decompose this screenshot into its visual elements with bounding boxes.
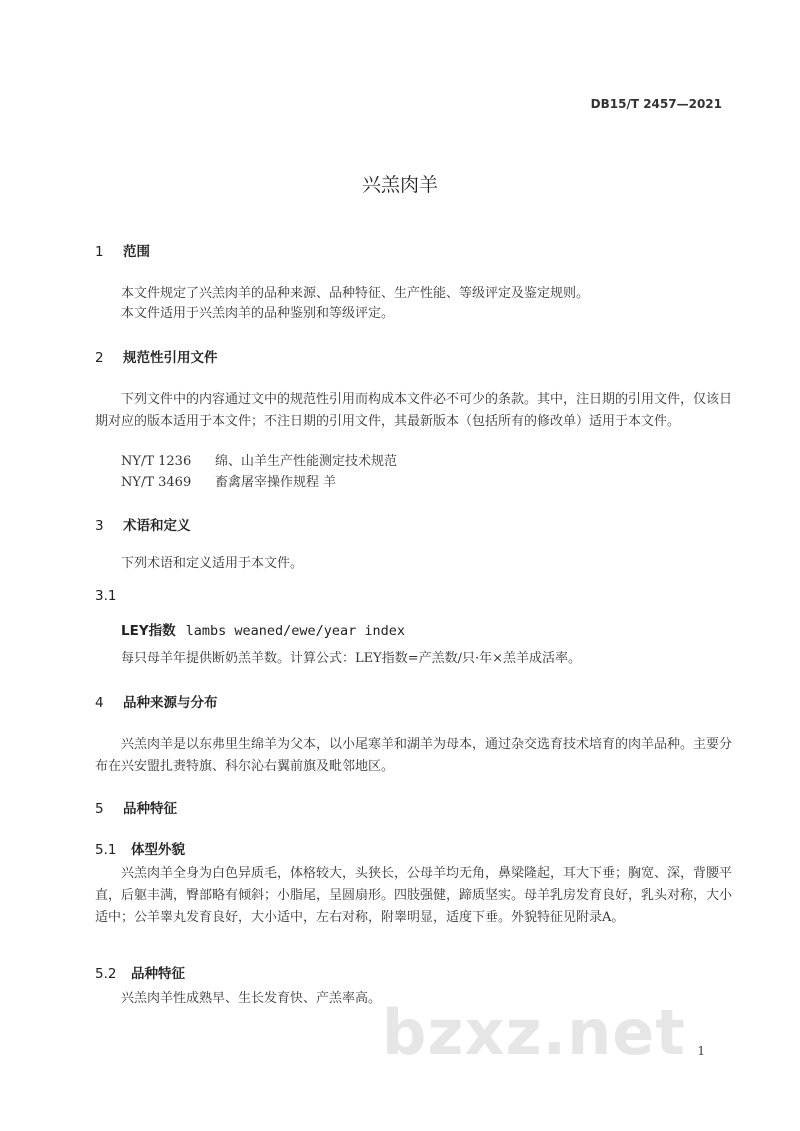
subsection-3-1-number: 3.1 xyxy=(95,588,117,604)
section-3-heading xyxy=(95,514,191,534)
section-number: 4 xyxy=(95,695,104,711)
section-number: 1 xyxy=(95,244,104,260)
subsection-5-1-heading xyxy=(95,838,185,858)
reference-code: NY/T 3469 xyxy=(121,475,192,490)
term-definition: 每只母羊年提供断奶羔羊数。计算公式：LEY指数=产羔数/只·年×羔羊成活率。 xyxy=(121,651,582,666)
subsection-5-2-heading xyxy=(95,962,185,982)
paragraph: 本文件适用于兴羔肉羊的品种鉴别和等级评定。 xyxy=(121,306,395,321)
section-title: 品种来源与分布 xyxy=(123,695,218,711)
reference-name: 绵、山羊生产性能测定技术规范 xyxy=(215,454,398,469)
watermark: bzxz.net xyxy=(382,996,686,1069)
paragraph: 兴羔肉羊全身为白色异质毛，体格较大，头狭长，公母羊均无角，鼻梁隆起，耳大下垂；胸宽、深，背腰平直，后躯丰满，臀部略有倾斜；小脂尾，呈圆扇形。四肢强健，蹄质坚实。母羊乳房发育良好，乳头对称，大小适中；公羊睾丸发育良好，大小适中，左右对称，附睾明显，适度下垂。外貌特征见附录A。 xyxy=(95,866,733,925)
section-title: 规范性引用文件 xyxy=(123,350,218,366)
section-title: 体型外貌 xyxy=(131,842,185,858)
section-title: 范围 xyxy=(123,244,150,260)
reference-item xyxy=(121,450,397,469)
section-2-heading xyxy=(95,346,218,366)
section-4-heading xyxy=(95,691,218,711)
term-english: lambs weaned/ewe/year index xyxy=(185,623,406,639)
document-number: DB15/T 2457—2021 xyxy=(590,97,722,111)
paragraph: 下列术语和定义适用于本文件。 xyxy=(121,556,304,571)
section-title: 品种特征 xyxy=(131,966,185,982)
paragraph: 兴羔肉羊性成熟早、生长发育快、产羔率高。 xyxy=(121,991,382,1006)
section-number: 2 xyxy=(95,350,104,366)
section-number: 5.2 xyxy=(95,966,117,982)
paragraph: 兴羔肉羊是以东弗里生绵羊为父本，以小尾寒羊和湖羊为母本，通过杂交选育技术培育的肉羊品种。主要分布在兴安盟扎赉特旗、科尔沁右翼前旗及毗邻地区。 xyxy=(95,737,733,774)
section-5-heading xyxy=(95,797,177,817)
section-title: 术语和定义 xyxy=(123,518,191,534)
term-chinese: LEY指数 xyxy=(121,623,176,639)
term-entry xyxy=(121,619,405,639)
section-1-heading xyxy=(95,240,150,260)
section-title: 品种特征 xyxy=(123,801,177,817)
document-title: 兴羔肉羊 xyxy=(361,174,438,196)
reference-code: NY/T 1236 xyxy=(121,454,192,469)
page-number: 1 xyxy=(697,1044,705,1058)
reference-item xyxy=(121,471,336,490)
reference-name: 畜禽屠宰操作规程 羊 xyxy=(215,475,337,490)
section-number: 3 xyxy=(95,518,104,534)
paragraph: 下列文件中的内容通过文中的规范性引用而构成本文件必不可少的条款。其中，注日期的引用文件，仅该日期对应的版本适用于本文件；不注日期的引用文件，其最新版本（包括所有的修改单）适用于本文件。 xyxy=(95,392,733,429)
section-number: 5.1 xyxy=(95,842,117,858)
paragraph: 本文件规定了兴羔肉羊的品种来源、品种特征、生产性能、等级评定及鉴定规则。 xyxy=(121,286,590,301)
section-number: 5 xyxy=(95,801,104,817)
